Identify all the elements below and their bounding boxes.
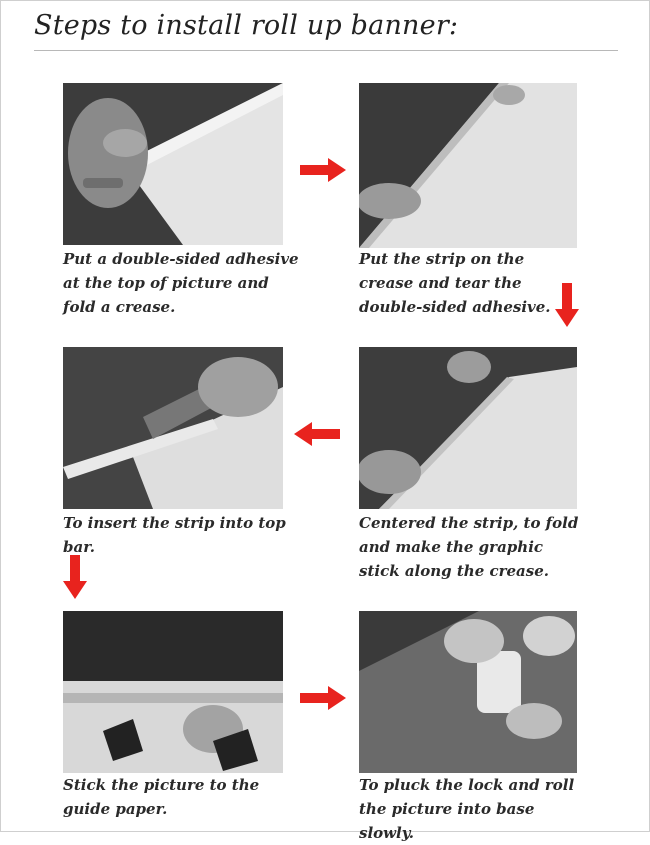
step6-photo [359, 611, 577, 773]
step1-photo [63, 83, 283, 245]
title-divider [34, 50, 618, 51]
step2-caption: Put the strip on the crease and tear the double-sided adhesive. [359, 250, 551, 316]
step2-photo [359, 83, 577, 248]
down-arrow-icon [63, 555, 87, 603]
step5-photo [63, 611, 283, 773]
step5-caption: Stick the picture to the guide paper. [63, 776, 260, 818]
step3-caption: Centered the strip, to fold and make the graphic stick along the crease. [359, 514, 579, 580]
step1-caption: Put a double-sided adhesive at the top of picture and fold a crease. [63, 250, 299, 316]
step6-caption: To pluck the lock and roll the picture into base slowly. [359, 776, 575, 842]
right-arrow-icon [300, 686, 346, 714]
step4-caption: To insert the strip into top bar. [63, 514, 286, 556]
page-title: Steps to install roll up banner: [34, 10, 459, 41]
right-arrow-icon [300, 158, 346, 186]
step4-photo [63, 347, 283, 509]
left-arrow-icon [294, 422, 340, 450]
step3-photo [359, 347, 577, 509]
